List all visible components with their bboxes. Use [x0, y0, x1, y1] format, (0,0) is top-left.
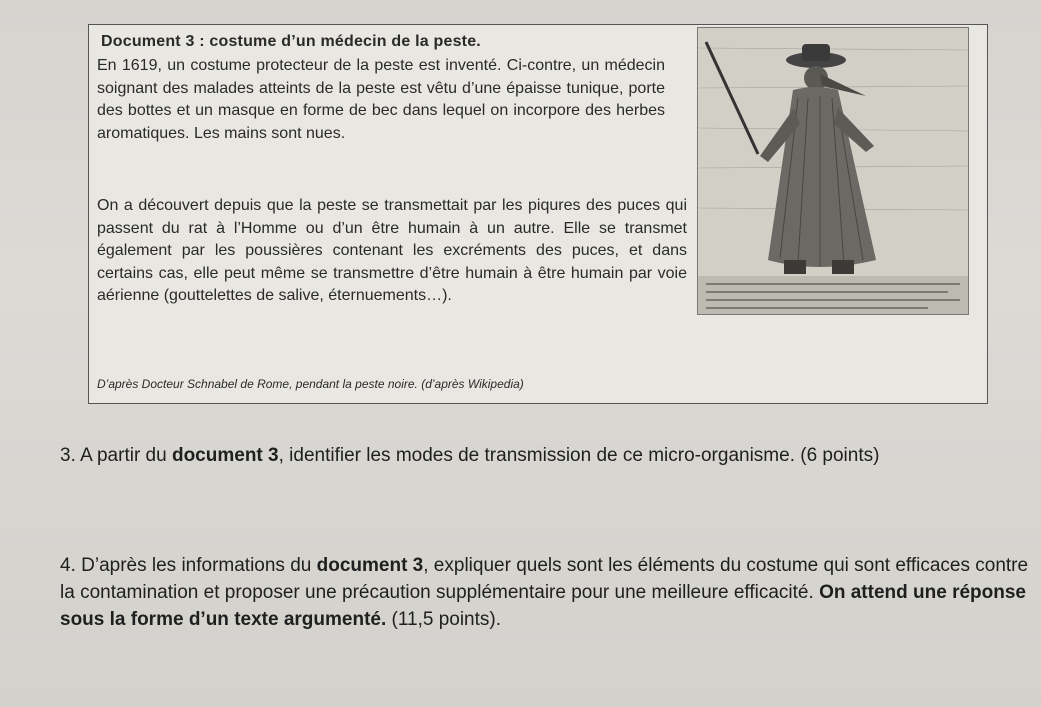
question-3-prefix: 3. A partir du [60, 445, 172, 466]
question-4-document-ref: document 3 [316, 555, 424, 576]
question-4-expectation: On attend une réponse sous la forme d’un texte argumenté. [60, 582, 1026, 630]
document-box [88, 24, 988, 404]
question-3-suffix: , identifier les modes de transmission de ce micro-organisme. (6 points) [278, 445, 880, 466]
question-4 [60, 552, 1035, 633]
plague-doctor-engraving [697, 27, 969, 315]
question-3 [60, 442, 1020, 469]
document-title: Document 3 : costume d’un médecin de la peste. [101, 33, 481, 50]
source-caption: D’après Docteur Schnabel de Rome, pendant la peste noire. (d’après Wikipedia) [97, 377, 524, 391]
paragraph-costume: En 1619, un costume protecteur de la peste est inventé. Ci-contre, un médecin soignant des malades atteints de la peste est vêtu d’une épaisse tunique, porte des bottes et un masque en forme de bec dans lequel on incorpore des herbes aromatiques. Les mains sont nues. [97, 57, 665, 142]
plague-doctor-illustration [698, 28, 968, 314]
paragraph-transmission: On a découvert depuis que la peste se transmettait par les piqures des puces qui passent du rat à l’Homme ou d’un être humain à un autre. Elle se transmet également par les poussières contenant les excréments des puces, et dans certains cas, elle peut même se transmettre d’être humain à être humain par voie aérienne (gouttelettes de salive, éternuements…). [97, 197, 687, 304]
question-3-document-ref: document 3 [171, 445, 279, 466]
question-4-middle: , expliquer quels sont les éléments du costume qui sont efficaces contre la contamination et proposer une précaution supplémentaire pour une meilleure efficacité. [60, 555, 1029, 603]
question-4-suffix: (11,5 points). [386, 609, 502, 630]
question-4-prefix: 4. D’après les informations du [60, 555, 317, 576]
